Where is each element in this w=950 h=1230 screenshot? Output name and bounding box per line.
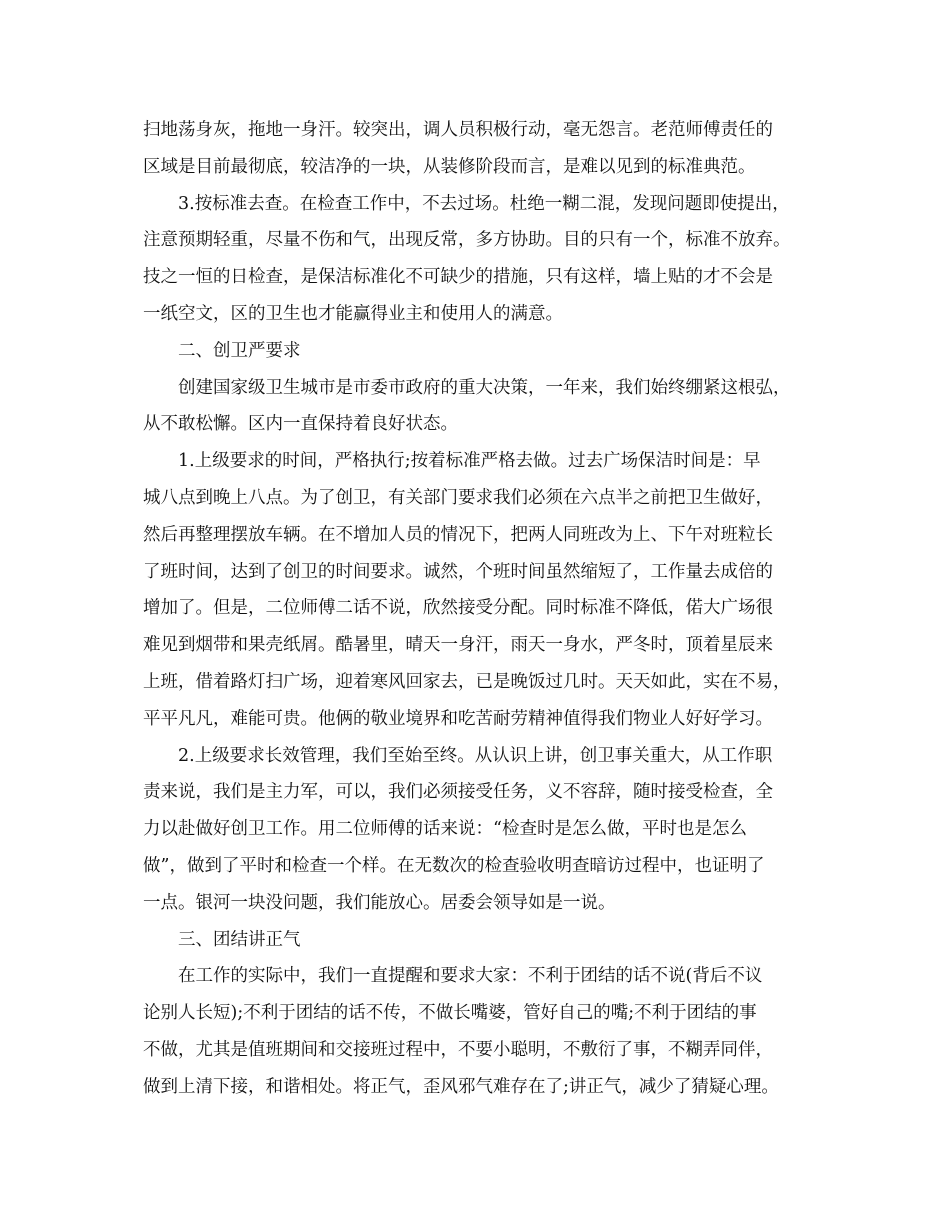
paragraph-line: 扫地荡身灰，拖地一身汗。较突出，调人员积极行动，毫无怨言。老范师傅责任的: [143, 120, 773, 140]
paragraph-line: 不做，尤其是值班期间和交接班过程中，不要小聪明，不敷衍了事，不糊弄同伴，: [143, 1039, 773, 1060]
paragraph-line: 平平凡凡，难能可贵。他俩的敬业境界和吃苦耐劳精神值得我们物业人好好学习。: [143, 708, 773, 729]
document-body: [143, 112, 823, 1106]
paragraph-line: 论别人长短);不利于团结的话不传，不做长嘴婆，管好自己的嘴;不利于团结的事: [143, 1003, 757, 1024]
paragraph-line: 1.上级要求的时间，严格执行;按着标准严格去做。过去广场保洁时间是：早: [178, 451, 761, 472]
paragraph-line: 在工作的实际中，我们一直提醒和要求大家：不利于团结的话不说(背后不议: [178, 966, 763, 987]
section-heading: 三、团结讲正气: [178, 929, 301, 950]
paragraph-line: 技之一恒的日检查，是保洁标准化不可缺少的措施，只有这样，墙上贴的才不会是: [143, 267, 773, 288]
paragraph-line: 增加了。但是，二位师傅二话不说，欣然接受分配。同时标准不降低，偌大广场很: [143, 598, 773, 619]
paragraph-line: 做”，做到了平时和检查一个样。在无数次的检查验收明查暗访过程中，也证明了: [143, 855, 765, 876]
paragraph-line: 从不敢松懈。区内一直保持着良好状态。: [143, 414, 458, 435]
paragraph-line: 3.按标准去查。在检查工作中，不去过场。杜绝一糊二混，发现问题即使提出，: [178, 193, 790, 214]
paragraph-line: 力以赴做好创卫工作。用二位师傅的话来说：“检查时是怎么做，平时也是怎么: [143, 819, 747, 840]
paragraph-line: 上班，借着路灯扫广场，迎着寒风回家去，已是晚饭过几时。天天如此，实在不易，: [143, 671, 791, 692]
paragraph-line: 难见到烟带和果壳纸屑。酷暑里，晴天一身汗，雨天一身水，严冬时，顶着星辰来: [143, 635, 773, 656]
paragraph-line: 然后再整理摆放车辆。在不增加人员的情况下，把两人同班改为上、下午对班粒长: [143, 524, 773, 545]
section-heading: 二、创卫严要求: [178, 340, 301, 361]
paragraph-line: 注意预期轻重，尽量不伤和气，出现反常，多方协助。目的只有一个，标准不放弃。: [143, 230, 791, 251]
paragraph-line: 了班时间，达到了创卫的时间要求。诚然，个班时间虽然缩短了，工作量去成倍的: [143, 561, 773, 582]
paragraph-line: 一点。银河一块没问题，我们能放心。居委会领导如是一说。: [143, 892, 616, 913]
paragraph-line: 城八点到晚上八点。为了创卫，有关部门要求我们必须在六点半之前把卫生做好，: [143, 487, 773, 508]
paragraph-line: 2.上级要求长效管理，我们至始至终。从认识上讲，创卫事关重大，从工作职: [178, 745, 773, 766]
paragraph-line: 做到上清下接，和谐相处。将正气，歪风邪气难存在了;讲正气，减少了猜疑心理。: [143, 1076, 779, 1097]
paragraph-line: 创建国家级卫生城市是市委市政府的重大决策，一年来，我们始终绷紧这根弘，: [178, 377, 791, 398]
paragraph-line: 责来说，我们是主力军，可以，我们必须接受任务，义不容辞，随时接受检查，全: [143, 782, 773, 803]
paragraph-line: 区域是目前最彻底，较洁净的一块，从装修阶段而言，是难以见到的标准典范。: [143, 156, 756, 177]
paragraph-line: 一纸空文，区的卫生也才能赢得业主和使用人的满意。: [143, 303, 563, 324]
